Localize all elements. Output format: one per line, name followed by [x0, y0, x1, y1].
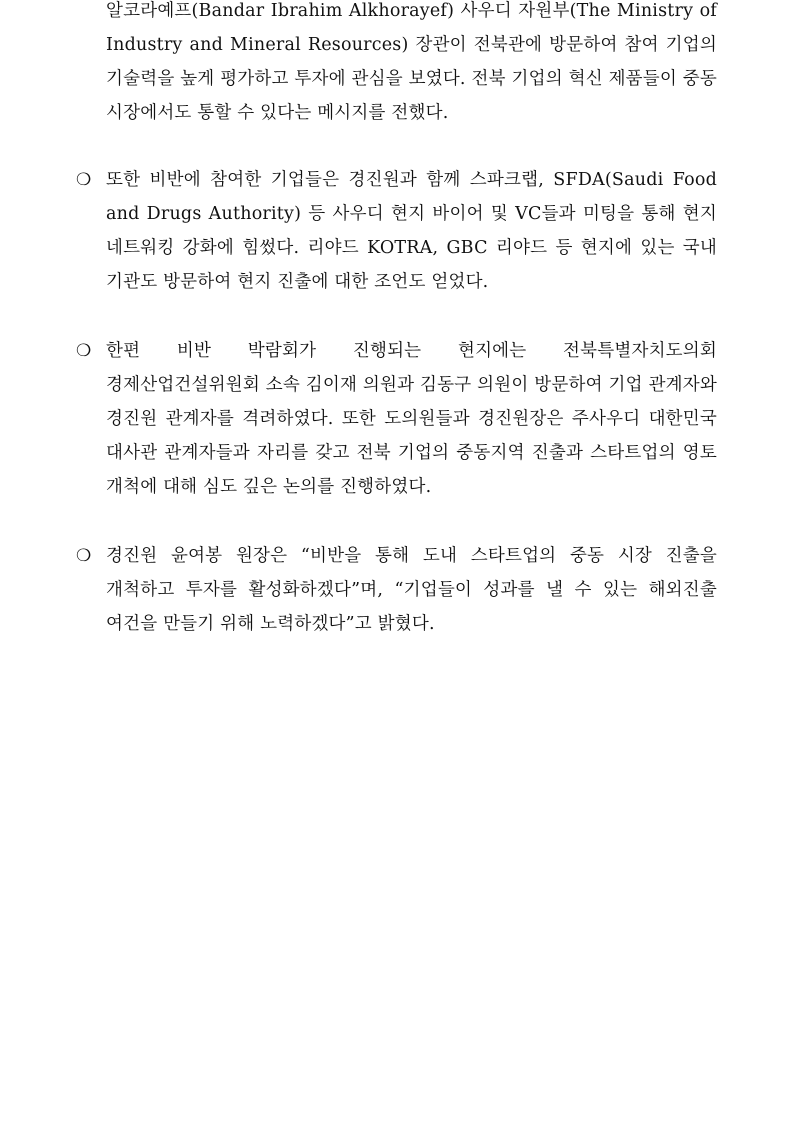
- paragraph-text: 한편 비반 박람회가 진행되는 현지에는 전북특별자치도의회 경제산업건설위원회 소속 김이재 의원과 김동구 의원이 방문하여 기업 관계자와 경진원 관계자를 격려하였다. 또한 도의원들과 경진원장은 주사우디 대한민국 대사관 관계자들과 자리를 갖고 전북 기업의 중동지역 진출과 스타트업의 영토 개척에 대해 심도 깊은 논의를 진행하였다.: [106, 341, 717, 497]
- paragraph-text: 경진원 윤여봉 원장은 “비반을 통해 도내 스타트업의 중동 시장 진출을 개척하고 투자를 활성화하겠다”며, “기업들이 성과를 낼 수 있는 해외진출 여건을 만들기 위해 노력하겠다”고 밝혔다.: [106, 546, 717, 634]
- paragraph-text: 알코라예프(Bandar Ibrahim Alkhorayef) 사우디 자원부(The Ministry of Industry and Mineral Resources) 장관이 전북관에 방문하여 참여 기업의 기술력을 높게 평가하고 투자에 관심을 보였다. 전북 기업의 혁신 제품들이 중동 시장에서도 통할 수 있다는 메시지를 전했다.: [106, 1, 717, 123]
- bullet-paragraph-2: [76, 334, 717, 504]
- bullet-paragraph-3: [76, 539, 717, 641]
- paragraph-text: 또한 비반에 참여한 기업들은 경진원과 함께 스파크랩, SFDA(Saudi Food and Drugs Authority) 등 사우디 현지 바이어 및 VC들과 미팅을 통해 현지 네트워킹 강화에 힘썼다. 리야드 KOTRA, GBC 리야드 등 현지에 있는 국내 기관도 방문하여 현지 진출에 대한 조언도 얻었다.: [106, 170, 717, 292]
- continuation-paragraph: [106, 0, 717, 130]
- circle-bullet-icon: ❍: [76, 170, 92, 190]
- circle-bullet-icon: ❍: [76, 546, 92, 566]
- bullet-paragraph-1: [76, 163, 717, 299]
- circle-bullet-icon: ❍: [76, 341, 92, 361]
